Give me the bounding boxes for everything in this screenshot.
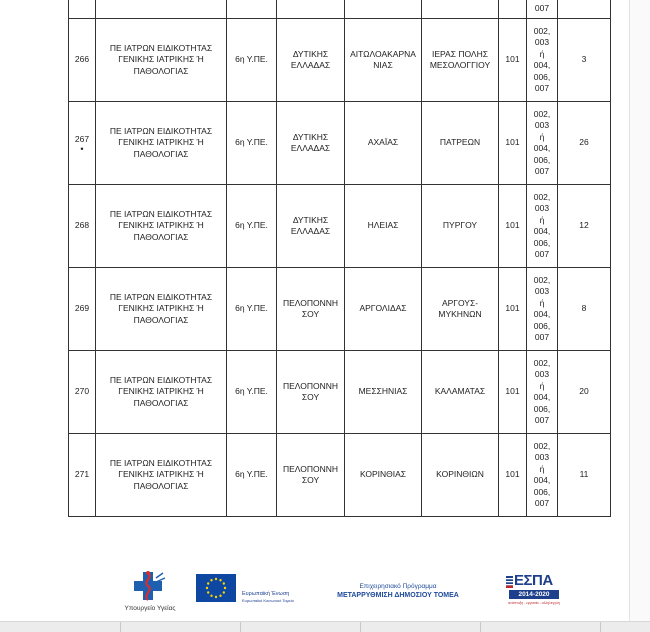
- code-cell: 101: [499, 102, 527, 185]
- prefecture-cell: ΜΕΣΣΗΝΙΑΣ: [345, 351, 422, 434]
- espa-logo: [506, 572, 562, 610]
- espa-wordmark: ΕΣΠΑ: [514, 572, 553, 589]
- region-cell: ΔΥΤΙΚΗΣ ΕΛΛΑΔΑΣ: [277, 19, 345, 102]
- code-line: ή: [539, 463, 545, 474]
- code-line: 007: [534, 332, 550, 342]
- code-line: 006,: [533, 71, 551, 82]
- positions-table: [68, 0, 611, 517]
- code-line: 007: [534, 498, 550, 508]
- region-cell: ΠΕΛΟΠΟΝΝΗ ΣΟΥ: [277, 434, 345, 517]
- health-region-cell: 6η Υ.ΠΕ.: [227, 185, 277, 268]
- op-title: ΜΕΤΑΡΡΥΘΜΙΣΗ ΔΗΜΟΣΙΟΥ ΤΟΜΕΑ: [337, 592, 459, 599]
- code-line: 004,: [533, 60, 551, 70]
- code-line: ή: [539, 380, 545, 391]
- codes-cell: [527, 434, 558, 517]
- health-region-cell: 6η Υ.ΠΕ.: [227, 434, 277, 517]
- footer-logos: [0, 562, 629, 617]
- row-number-cell: [69, 351, 96, 434]
- positions-count-cell: 3: [558, 19, 611, 102]
- code-line: 003: [534, 452, 550, 462]
- code-cell: 101: [499, 268, 527, 351]
- row-number-cell: [69, 268, 96, 351]
- row-number: 270: [74, 386, 90, 397]
- code-line: 003: [534, 369, 550, 379]
- table-row: [69, 185, 611, 268]
- code-line: 007: [534, 415, 550, 425]
- specialty-cell: ΠΕ ΙΑΤΡΩΝ ΕΙΔΙΚΟΤΗΤΑΣ ΓΕΝΙΚΗΣ ΙΑΤΡΙΚΗΣ Ή ΠΑΘΟΛΟΓΙΑΣ: [96, 185, 227, 268]
- eu-fund-caption: Ευρωπαϊκό Κοινωνικό Ταμείο: [242, 598, 294, 603]
- row-number-cell: [69, 19, 96, 102]
- code-line: 004,: [533, 226, 551, 236]
- code-line: 004,: [533, 309, 551, 319]
- region-cell: ΔΥΤΙΚΗΣ ΕΛΛΑΔΑΣ: [277, 102, 345, 185]
- positions-count-cell: 8: [558, 268, 611, 351]
- row-number: 267: [74, 134, 90, 145]
- health-region-cell: 6η Υ.ΠΕ.: [227, 102, 277, 185]
- code-line: ή: [539, 131, 545, 142]
- viewer-right-gutter: [630, 0, 650, 631]
- area-cell: ΚΑΛΑΜΑΤΑΣ: [422, 351, 499, 434]
- positions-count-cell: 11: [558, 434, 611, 517]
- code-line: 003: [534, 203, 550, 213]
- eu-caption: Ευρωπαϊκή Ένωση: [242, 591, 290, 597]
- code-line: 002,: [533, 440, 551, 451]
- row-number: 269: [74, 303, 90, 314]
- espa-slogan: ανάπτυξη - εργασία - αλληλεγγύη: [508, 601, 560, 605]
- ministry-of-health-logo: [118, 570, 188, 618]
- code-line: 003: [534, 286, 550, 296]
- table-row: [69, 351, 611, 434]
- code-line: 007: [534, 249, 550, 259]
- prefecture-cell: ΑΧΑΪΑΣ: [345, 102, 422, 185]
- code-line: 006,: [533, 237, 551, 248]
- area-cell: ΠΑΤΡΕΩΝ: [422, 102, 499, 185]
- health-region-cell: 6η Υ.ΠΕ.: [227, 268, 277, 351]
- table-row-continued: [69, 0, 611, 19]
- espa-flag-icon: [506, 575, 513, 587]
- table-row: [69, 102, 611, 185]
- code-line: ή: [539, 214, 545, 225]
- code-line: ή: [539, 297, 545, 308]
- eu-logo: [196, 574, 296, 616]
- code-line: 006,: [533, 403, 551, 414]
- table-row: [69, 268, 611, 351]
- eu-flag-icon: [196, 574, 236, 602]
- prefecture-cell: ΑΙΤΩΛΟΑΚΑΡΝΑ ΝΙΑΣ: [345, 19, 422, 102]
- positions-count-cell: 12: [558, 185, 611, 268]
- code-cell: 101: [499, 185, 527, 268]
- code-cell: 101: [499, 434, 527, 517]
- code-line: 002,: [533, 108, 551, 119]
- codes-cell: [527, 351, 558, 434]
- code-cell: 101: [499, 19, 527, 102]
- prefecture-cell: ΑΡΓΟΛΙΔΑΣ: [345, 268, 422, 351]
- specialty-cell: ΠΕ ΙΑΤΡΩΝ ΕΙΔΙΚΟΤΗΤΑΣ ΓΕΝΙΚΗΣ ΙΑΤΡΙΚΗΣ Ή ΠΑΘΟΛΟΓΙΑΣ: [96, 351, 227, 434]
- code-line: 006,: [533, 154, 551, 165]
- codes-cell: [527, 185, 558, 268]
- op-caption: Επιχειρησιακό Πρόγραμμα: [359, 583, 437, 590]
- viewer-bottom-bar: [0, 621, 650, 632]
- row-number-cell: [69, 185, 96, 268]
- positions-count-cell: 20: [558, 351, 611, 434]
- code-line: 003: [534, 37, 550, 47]
- table-row: [69, 434, 611, 517]
- row-number: 271: [74, 469, 90, 480]
- code-line: 007: [534, 166, 550, 176]
- code-line: 006,: [533, 320, 551, 331]
- codes-cell: [527, 19, 558, 102]
- area-cell: ΠΥΡΓΟΥ: [422, 185, 499, 268]
- operational-programme-logo: [328, 582, 468, 606]
- row-mark: •: [80, 143, 84, 154]
- specialty-cell: ΠΕ ΙΑΤΡΩΝ ΕΙΔΙΚΟΤΗΤΑΣ ΓΕΝΙΚΗΣ ΙΑΤΡΙΚΗΣ Ή ΠΑΘΟΛΟΓΙΑΣ: [96, 434, 227, 517]
- code-line: 003: [534, 120, 550, 130]
- row-number-cell: [69, 102, 96, 185]
- health-cross-logo-icon: [130, 570, 170, 604]
- codes-cell: [527, 268, 558, 351]
- specialty-cell: ΠΕ ΙΑΤΡΩΝ ΕΙΔΙΚΟΤΗΤΑΣ ΓΕΝΙΚΗΣ ΙΑΤΡΙΚΗΣ Ή ΠΑΘΟΛΟΓΙΑΣ: [96, 102, 227, 185]
- specialty-cell: ΠΕ ΙΑΤΡΩΝ ΕΙΔΙΚΟΤΗΤΑΣ ΓΕΝΙΚΗΣ ΙΑΤΡΙΚΗΣ Ή ΠΑΘΟΛΟΓΙΑΣ: [96, 268, 227, 351]
- code-line: 002,: [533, 191, 551, 202]
- code-line: ή: [539, 48, 545, 59]
- code-cell: 101: [499, 351, 527, 434]
- positions-count-cell: 26: [558, 102, 611, 185]
- prefecture-cell: ΗΛΕΙΑΣ: [345, 185, 422, 268]
- code-line: 004,: [533, 392, 551, 402]
- code-line: 002,: [533, 25, 551, 36]
- code-line: 002,: [533, 274, 551, 285]
- area-cell: ΙΕΡΑΣ ΠΟΛΗΣ ΜΕΣΟΛΟΓΓΙΟΥ: [422, 19, 499, 102]
- specialty-cell: ΠΕ ΙΑΤΡΩΝ ΕΙΔΙΚΟΤΗΤΑΣ ΓΕΝΙΚΗΣ ΙΑΤΡΙΚΗΣ Ή ΠΑΘΟΛΟΓΙΑΣ: [96, 19, 227, 102]
- row-number: 266: [74, 54, 90, 65]
- code-line: 004,: [533, 475, 551, 485]
- region-cell: ΔΥΤΙΚΗΣ ΕΛΛΑΔΑΣ: [277, 185, 345, 268]
- codes-cell: [527, 102, 558, 185]
- region-cell: ΠΕΛΟΠΟΝΝΗ ΣΟΥ: [277, 351, 345, 434]
- row-number: 268: [74, 220, 90, 231]
- code-line: 002,: [533, 357, 551, 368]
- area-cell: ΚΟΡΙΝΘΙΩΝ: [422, 434, 499, 517]
- row-number-cell: [69, 434, 96, 517]
- code-line: 006,: [533, 486, 551, 497]
- table-row: [69, 19, 611, 102]
- codes-cell: 007: [527, 0, 558, 19]
- espa-years: 2014-2020: [509, 590, 559, 599]
- prefecture-cell: ΚΟΡΙΝΘΙΑΣ: [345, 434, 422, 517]
- code-line: 007: [534, 83, 550, 93]
- region-cell: ΠΕΛΟΠΟΝΝΗ ΣΟΥ: [277, 268, 345, 351]
- code-line: 004,: [533, 143, 551, 153]
- health-region-cell: 6η Υ.ΠΕ.: [227, 351, 277, 434]
- area-cell: ΑΡΓΟΥΣ-ΜΥΚΗΝΩΝ: [422, 268, 499, 351]
- health-region-cell: 6η Υ.ΠΕ.: [227, 19, 277, 102]
- ministry-caption: Υπουργείο Υγείας: [124, 605, 176, 612]
